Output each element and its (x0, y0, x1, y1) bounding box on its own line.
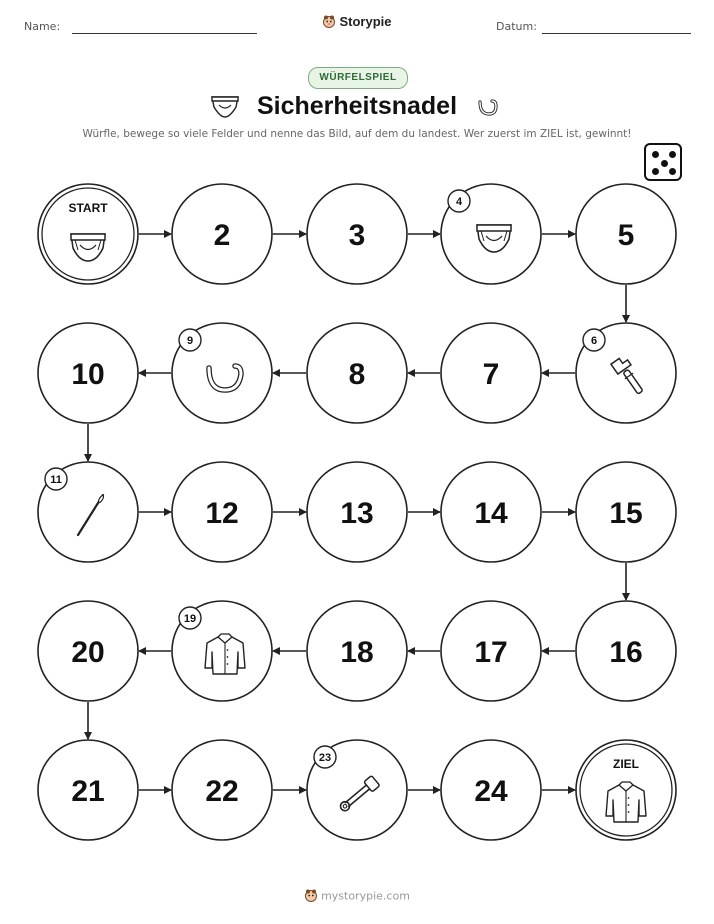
goal-cell (576, 740, 676, 840)
board-cell (307, 601, 407, 701)
date-label: Datum: (496, 20, 537, 33)
board-cell (576, 601, 676, 701)
board-cell (172, 601, 272, 701)
cell-number: 5 (617, 219, 635, 252)
board-cell (441, 462, 541, 562)
cell-number: 23 (318, 752, 332, 764)
board-cell (441, 323, 541, 423)
cell-number: 16 (609, 636, 643, 669)
board-cell (441, 601, 541, 701)
cell-number: 10 (71, 358, 105, 391)
cell-number: 12 (205, 497, 239, 530)
cell-number: 11 (50, 474, 62, 486)
cell-number: 17 (474, 636, 508, 669)
cell-number: 7 (482, 358, 500, 391)
board-cell (307, 184, 407, 284)
cell-number: 9 (186, 335, 194, 347)
cell-number: 14 (474, 497, 508, 530)
board-cell (307, 740, 407, 840)
board-cell (172, 740, 272, 840)
start-cell (38, 184, 138, 284)
storypie-logo-icon (304, 888, 318, 905)
game-type-badge: WÜRFELSPIEL (308, 67, 408, 89)
cell-label: START (68, 201, 108, 215)
board-cell (172, 462, 272, 562)
board-cell (441, 740, 541, 840)
board-cell (441, 184, 541, 284)
cell-number: 3 (348, 219, 366, 252)
page-title: Sicherheitsnadel (256, 92, 458, 120)
cell-number: 15 (609, 497, 643, 530)
board-cell (576, 323, 676, 423)
board-cell (307, 462, 407, 562)
board-cell (576, 462, 676, 562)
cell-number: 20 (71, 636, 105, 669)
cell-number: 4 (455, 196, 463, 208)
board-cell (307, 323, 407, 423)
board-cell (38, 601, 138, 701)
board-cell (172, 323, 272, 423)
cell-number: 18 (340, 636, 374, 669)
board-cell (576, 184, 676, 284)
instructions: Würfle, bewege so viele Felder und nenne das Bild, auf dem du landest. Wer zuerst im ZIEL ist, gewinnt! (82, 128, 632, 140)
footer-url[interactable]: mystorypie.com (321, 889, 410, 903)
name-label: Name: (24, 20, 61, 33)
board-cell (38, 323, 138, 423)
board-cell (38, 740, 138, 840)
board-cell (38, 462, 138, 562)
cell-number: 6 (590, 335, 598, 347)
board-cell (172, 184, 272, 284)
cell-number: 21 (71, 775, 105, 808)
cell-number: 19 (183, 613, 197, 625)
brand-name: Storypie (339, 14, 392, 29)
cell-label: ZIEL (613, 757, 639, 771)
cell-number: 2 (213, 219, 231, 252)
cell-number: 22 (205, 775, 239, 808)
cell-number: 24 (474, 775, 508, 808)
cell-number: 8 (348, 358, 366, 391)
footer (0, 888, 714, 905)
cell-number: 13 (340, 497, 374, 530)
